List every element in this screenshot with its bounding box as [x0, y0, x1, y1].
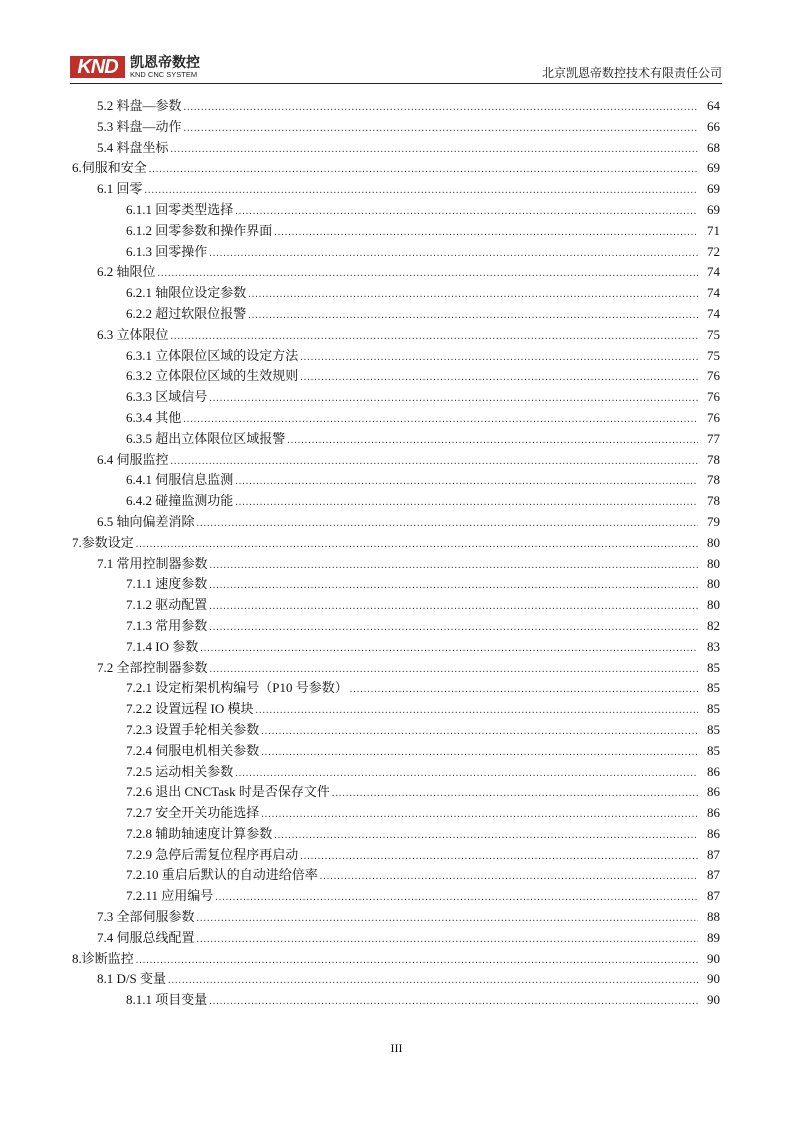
- toc-entry-title: 7.2.6 退出 CNCTask 时是否保存文件: [126, 784, 330, 800]
- toc-entry-page: 66: [707, 118, 720, 134]
- toc-entry-title: 6.3.2 立体限位区域的生效规则: [126, 368, 299, 384]
- dot-leader: [255, 701, 698, 722]
- dot-leader: [183, 410, 698, 431]
- toc-entry[interactable]: [0, 221, 720, 242]
- toc-entry-title: 7.2.7 安全开关功能选择: [126, 805, 260, 821]
- toc-entry-page: 86: [707, 805, 720, 821]
- toc-entry-title: 6.1.2 回零参数和操作界面: [126, 222, 273, 238]
- dot-leader: [320, 867, 698, 888]
- toc-entry-page: 68: [707, 139, 720, 155]
- company-name: 北京凯恩帝数控技术有限责任公司: [541, 66, 722, 80]
- page-number: III: [390, 1041, 403, 1055]
- dot-leader: [248, 306, 698, 327]
- dot-leader: [171, 140, 698, 161]
- toc-entry-title: 6.1.1 回零类型选择: [126, 201, 234, 217]
- dot-leader: [274, 826, 698, 847]
- toc-entry[interactable]: [0, 720, 720, 741]
- dot-leader: [197, 514, 698, 535]
- page-header: [70, 50, 722, 84]
- toc-entry-title: 6.1 回零: [97, 181, 143, 197]
- toc-entry-page: 69: [707, 181, 720, 197]
- dot-leader: [215, 888, 698, 909]
- toc-entry-page: 86: [707, 784, 720, 800]
- toc-entry-page: 80: [707, 576, 720, 592]
- dot-leader: [168, 971, 698, 992]
- toc-entry[interactable]: [0, 678, 720, 699]
- dot-leader: [210, 556, 698, 577]
- toc-entry[interactable]: [0, 429, 720, 450]
- toc-entry-title: 7.参数设定: [72, 534, 134, 550]
- toc-entry-title: 6.2.1 轴限位设定参数: [126, 285, 247, 301]
- dot-leader: [261, 743, 698, 764]
- toc-entry-title: 5.2 料盘—参数: [97, 98, 182, 113]
- toc-entry-title: 7.2.10 重启后默认的自动进给倍率: [126, 867, 318, 883]
- toc-entry-title: 6.4.1 伺服信息监测: [126, 472, 234, 488]
- toc-entry-page: 74: [707, 285, 720, 301]
- toc-entry-title: 7.4 伺服总线配置: [97, 929, 195, 945]
- toc-entry-page: 86: [707, 763, 720, 779]
- toc-entry-title: 5.3 料盘—动作: [97, 118, 182, 134]
- toc-entry-title: 7.3 全部伺服参数: [97, 909, 195, 925]
- dot-leader: [210, 660, 698, 681]
- toc-entry[interactable]: [0, 907, 720, 928]
- toc-entry-title: 7.2.3 设置手轮相关参数: [126, 721, 260, 737]
- dot-leader: [209, 992, 698, 1013]
- toc-entry-page: 90: [707, 971, 720, 987]
- logo-english-name: KND CNC SYSTEM: [130, 70, 198, 79]
- toc-entry-page: 80: [707, 534, 720, 550]
- toc-entry-page: 80: [707, 597, 720, 613]
- dot-leader: [332, 784, 698, 805]
- dot-leader: [274, 223, 698, 244]
- dot-leader: [149, 160, 698, 181]
- toc-entry-page: 75: [707, 326, 720, 342]
- toc-entry-page: 78: [707, 472, 720, 488]
- toc-entry[interactable]: [0, 450, 720, 471]
- toc-entry[interactable]: [0, 283, 720, 304]
- toc-entry[interactable]: [0, 699, 720, 720]
- dot-leader: [209, 618, 698, 639]
- dot-leader: [158, 264, 698, 285]
- toc-entry[interactable]: [0, 574, 720, 595]
- dot-leader: [300, 368, 698, 389]
- dot-leader: [300, 847, 698, 868]
- toc-entry-title: 6.4 伺服监控: [97, 451, 169, 467]
- toc-entry-page: 87: [707, 867, 720, 883]
- toc-entry-page: 69: [707, 160, 720, 176]
- toc-entry-title: 6.4.2 碰撞监测功能: [126, 493, 234, 509]
- toc-entry[interactable]: [0, 387, 720, 408]
- dot-leader: [171, 452, 698, 473]
- toc-entry[interactable]: [0, 928, 720, 949]
- toc-entry-page: 89: [707, 929, 720, 945]
- toc-entry[interactable]: [0, 242, 720, 263]
- dot-leader: [235, 493, 698, 514]
- dot-leader: [235, 472, 698, 493]
- dot-leader: [200, 639, 698, 660]
- toc-entry-title: 6.3 立体限位: [97, 326, 169, 342]
- dot-leader: [235, 202, 698, 223]
- toc-entry-title: 8.诊断监控: [72, 950, 134, 966]
- toc-entry[interactable]: [0, 824, 720, 845]
- toc-entry-page: 80: [707, 555, 720, 571]
- toc-entry[interactable]: [0, 366, 720, 387]
- toc-entry-page: 85: [707, 721, 720, 737]
- toc-entry-page: 74: [707, 264, 720, 280]
- toc-entry-title: 6.5 轴向偏差消除: [97, 513, 195, 529]
- toc-entry-page: 88: [707, 909, 720, 925]
- toc-entry-title: 8.1 D/S 变量: [97, 971, 166, 987]
- toc-entry-title: 7.1.1 速度参数: [126, 576, 208, 592]
- toc-entry[interactable]: [0, 408, 720, 429]
- dot-leader: [136, 535, 698, 556]
- dot-leader: [145, 181, 698, 202]
- toc-entry[interactable]: [0, 491, 720, 512]
- toc-entry[interactable]: [0, 782, 720, 803]
- dot-leader: [171, 327, 698, 348]
- toc-entry-title: 6.3.4 其他: [126, 409, 182, 425]
- toc-entry-page: 90: [707, 950, 720, 966]
- toc-entry-page: 83: [707, 638, 720, 654]
- dot-leader: [300, 348, 698, 369]
- toc-entry-page: 87: [707, 846, 720, 862]
- toc-entry-title: 7.2.9 急停后需复位程序再启动: [126, 846, 299, 862]
- toc-entry-page: 85: [707, 680, 720, 696]
- toc-entry[interactable]: [0, 886, 720, 907]
- toc-entry[interactable]: [0, 346, 720, 367]
- toc-entry[interactable]: [0, 616, 720, 637]
- toc-entry-title: 6.2 轴限位: [97, 264, 156, 280]
- dot-leader: [287, 431, 698, 452]
- dot-leader: [261, 722, 698, 743]
- toc-entry[interactable]: [0, 117, 720, 138]
- toc-entry-page: 69: [707, 201, 720, 217]
- toc-entry-page: 76: [707, 368, 720, 384]
- logo-mark: KND: [70, 56, 125, 78]
- toc-entry-page: 64: [707, 98, 720, 113]
- dot-leader: [136, 951, 698, 972]
- toc-entry-page: 72: [707, 243, 720, 259]
- toc-entry-page: 85: [707, 659, 720, 675]
- dot-leader: [350, 680, 698, 701]
- table-of-contents: [0, 96, 793, 1011]
- toc-entry[interactable]: [0, 803, 720, 824]
- toc-entry-page: 74: [707, 305, 720, 321]
- toc-entry[interactable]: [0, 158, 720, 179]
- toc-entry-title: 7.1 常用控制器参数: [97, 555, 208, 571]
- toc-entry-page: 82: [707, 617, 720, 633]
- dot-leader: [197, 909, 698, 930]
- toc-entry-title: 6.3.3 区域信号: [126, 389, 208, 405]
- toc-entry-title: 6.伺服和安全: [72, 160, 147, 176]
- toc-entry-page: 90: [707, 992, 720, 1008]
- dot-leader: [209, 244, 698, 265]
- toc-entry-title: 7.1.4 IO 参数: [126, 638, 199, 654]
- dot-leader: [209, 576, 698, 597]
- toc-entry[interactable]: [0, 138, 720, 159]
- toc-entry-title: 7.2.1 设定桁架机构编号（P10 号参数）: [126, 680, 348, 696]
- toc-entry[interactable]: [0, 304, 720, 325]
- toc-entry-title: 7.2.4 伺服电机相关参数: [126, 742, 260, 758]
- toc-entry-title: 6.3.5 超出立体限位区域报警: [126, 430, 286, 446]
- toc-entry-page: 86: [707, 825, 720, 841]
- toc-entry[interactable]: [0, 512, 720, 533]
- toc-entry-title: 8.1.1 项目变量: [126, 992, 208, 1008]
- toc-entry-title: 7.2.2 设置远程 IO 模块: [126, 701, 254, 717]
- toc-entry-page: 79: [707, 513, 720, 529]
- toc-entry[interactable]: [0, 262, 720, 283]
- toc-entry-title: 6.2.2 超过软限位报警: [126, 305, 247, 321]
- toc-entry-title: 5.4 料盘坐标: [97, 139, 169, 155]
- toc-entry-page: 71: [707, 222, 720, 238]
- toc-entry-page: 75: [707, 347, 720, 363]
- toc-entry[interactable]: [0, 949, 720, 970]
- toc-entry-title: 7.1.2 驱动配置: [126, 597, 208, 613]
- toc-entry-page: 77: [707, 430, 720, 446]
- toc-entry-page: 78: [707, 451, 720, 467]
- toc-entry[interactable]: [0, 658, 720, 679]
- knd-logo: [70, 56, 200, 79]
- toc-entry[interactable]: [0, 865, 720, 886]
- toc-entry-page: 76: [707, 409, 720, 425]
- toc-entry-title: 7.1.3 常用参数: [126, 617, 208, 633]
- toc-entry-title: 7.2.5 运动相关参数: [126, 763, 234, 779]
- toc-entry-title: 7.2.11 应用编号: [126, 888, 214, 904]
- toc-entry[interactable]: [0, 179, 720, 200]
- toc-entry[interactable]: [0, 990, 720, 1011]
- toc-entry-title: 7.2 全部控制器参数: [97, 659, 208, 675]
- dot-leader: [235, 764, 698, 785]
- dot-leader: [209, 389, 698, 410]
- toc-entry-page: 85: [707, 701, 720, 717]
- toc-entry[interactable]: [0, 533, 720, 554]
- toc-entry[interactable]: [0, 637, 720, 658]
- toc-entry[interactable]: [0, 470, 720, 491]
- toc-entry-page: 78: [707, 493, 720, 509]
- dot-leader: [248, 285, 698, 306]
- toc-entry-title: 7.2.8 辅助轴速度计算参数: [126, 825, 273, 841]
- toc-entry[interactable]: [0, 200, 720, 221]
- toc-entry-page: 87: [707, 888, 720, 904]
- toc-entry[interactable]: [0, 762, 720, 783]
- toc-entry[interactable]: [0, 595, 720, 616]
- toc-entry-title: 6.1.3 回零操作: [126, 243, 208, 259]
- dot-leader: [209, 597, 698, 618]
- logo-chinese-name: 凯恩帝数控: [130, 55, 200, 71]
- toc-entry[interactable]: [0, 969, 720, 990]
- dot-leader: [184, 119, 698, 140]
- toc-entry[interactable]: [0, 96, 720, 117]
- dot-leader: [184, 98, 698, 119]
- toc-entry[interactable]: [0, 845, 720, 866]
- toc-entry-title: 6.3.1 立体限位区域的设定方法: [126, 347, 299, 363]
- dot-leader: [197, 930, 698, 951]
- dot-leader: [261, 805, 698, 826]
- toc-entry[interactable]: [0, 741, 720, 762]
- toc-entry-page: 76: [707, 389, 720, 405]
- toc-entry-page: 85: [707, 742, 720, 758]
- toc-entry[interactable]: [0, 325, 720, 346]
- toc-entry[interactable]: [0, 554, 720, 575]
